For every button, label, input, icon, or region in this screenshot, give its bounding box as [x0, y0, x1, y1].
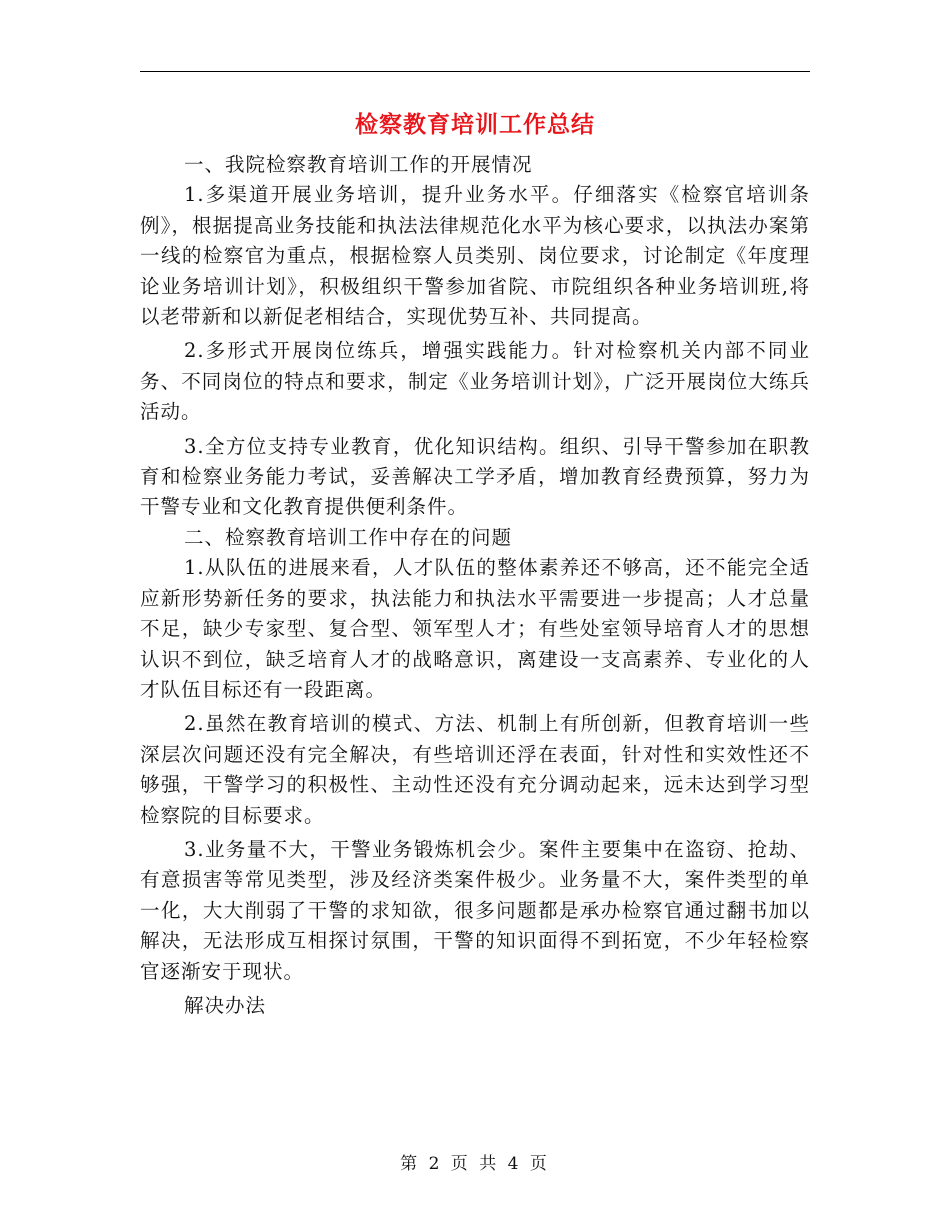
paragraph-2-3: 3.业务量不大，干警业务锻炼机会少。案件主要集中在盗窃、抢劫、有意损害等常见类型，涉及经济类案件极少。业务量不大，案件类型的单一化，大大削弱了干警的求知欲，很多问题都是承办检察官通过翻书加以解决，无法形成互相探讨氛围，干警的知识面得不到拓宽，不少年轻检察官逐渐安于现状。: [140, 837, 810, 983]
paragraph-1-2: 2.多形式开展岗位练兵，增强实践能力。针对检察机关内部不同业务、不同岗位的特点和要求，制定《业务培训计划》，广泛开展岗位大练兵活动。: [140, 339, 810, 424]
paragraph-2-1: 1.从队伍的进展来看，人才队伍的整体素养还不够高，还不能完全适应新形势新任务的要求，执法能力和执法水平需要进一步提高；人才总量不足，缺少专家型、复合型、领军型人才；有些处室领导培育人才的思想认识不到位，缺乏培育人才的战略意识，离建设一支高素养、专业化的人才队伍目标还有一段距离。: [140, 556, 810, 701]
page-number: 第 2 页 共 4 页: [400, 1154, 550, 1174]
document-title: 检察教育培训工作总结: [355, 111, 595, 138]
header-rule: [140, 71, 810, 72]
section-heading-2: 二、检察教育培训工作中存在的问题: [184, 525, 513, 549]
paragraph-1-3: 3.全方位支持专业教育，优化知识结构。组织、引导干警参加在职教育和检察业务能力考试，妥善解决工学矛盾，增加教育经费预算，努力为干警专业和文化教育提供便利条件。: [140, 434, 810, 519]
paragraph-1-1: 1.多渠道开展业务培训，提升业务水平。仔细落实《检察官培训条例》，根据提高业务技能和执法法律规范化水平为核心要求，以执法办案第一线的检察官为重点，根据检察人员类别、岗位要求，讨论制定《年度理论业务培训计划》，积极组织干警参加省院、市院组织各种业务培训班,将以老带新和以新促老相结合，实现优势互补、共同提高。: [140, 183, 810, 329]
document-body: [140, 150, 810, 1021]
section-heading-3: 解决办法: [184, 993, 267, 1017]
section-heading-1: 一、我院检察教育培训工作的开展情况: [184, 153, 533, 176]
paragraph-2-2: 2.虽然在教育培训的模式、方法、机制上有所创新，但教育培训一些深层次问题还没有完全解决，有些培训还浮在表面，针对性和实效性还不够强，干警学习的积极性、主动性还没有充分调动起来，远未达到学习型检察院的目标要求。: [140, 712, 810, 827]
